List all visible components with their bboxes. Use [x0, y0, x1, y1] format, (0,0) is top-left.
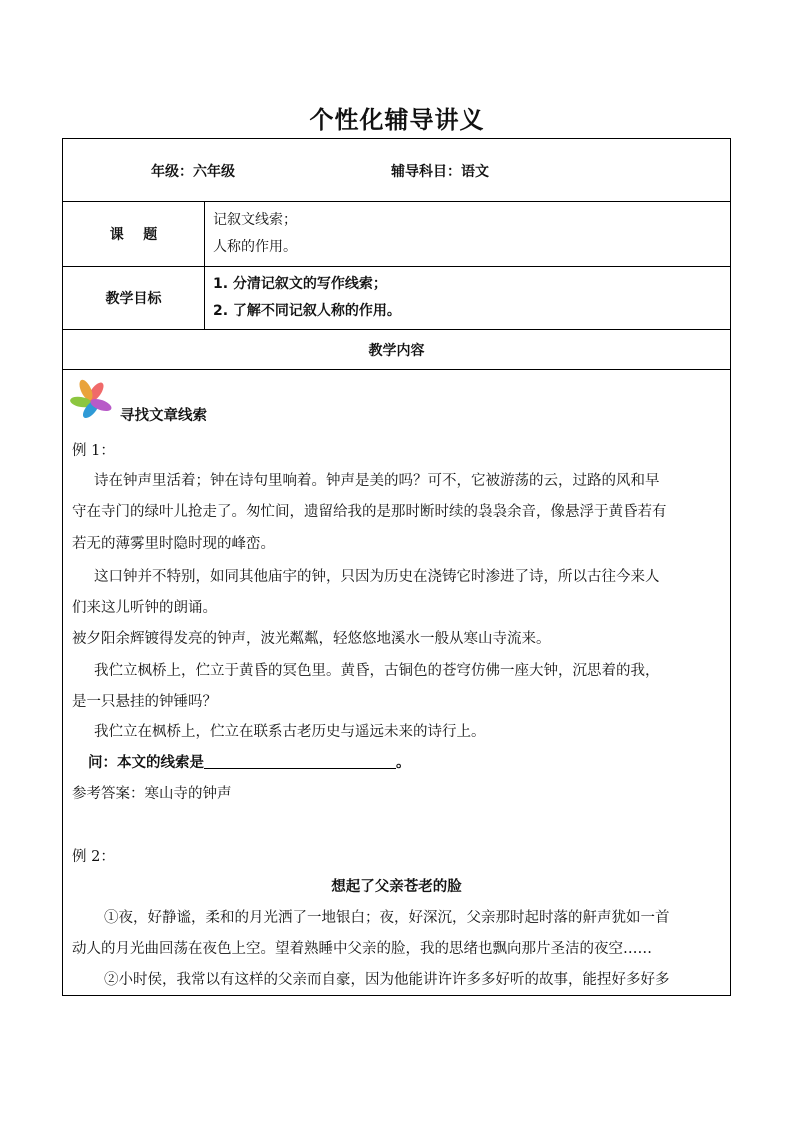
topic-row — [62, 201, 731, 267]
example1-paragraph-line: 诗在钟声里活着；钟在诗句里响着。钟声是美的吗？可不，它被游荡的云，过路的风和早 — [94, 473, 660, 489]
goals-label: 教学目标 — [63, 267, 205, 329]
example1-paragraph-line: 这口钟并不特别，如同其他庙宇的钟，只因为历史在浇铸它时渗进了诗，所以古往今来人 — [94, 569, 660, 585]
flower-petal-icon — [70, 378, 114, 422]
example2-label: 例 2： — [72, 849, 115, 865]
example1-paragraph-line: 守在寺门的绿叶儿抢走了。匆忙间，遗留给我的是那时断时续的袅袅余音，像悬浮于黄昏若有 — [72, 504, 667, 520]
question-end: 。 — [396, 755, 411, 771]
goals-row — [62, 266, 731, 330]
section-heading: 寻找文章线索 — [120, 408, 207, 424]
topic-body — [205, 202, 730, 266]
content-header-row — [62, 329, 731, 370]
example1-paragraph: 我伫立在枫桥上，伫立在联系古老历史与遥远未来的诗行上。 — [94, 724, 486, 740]
example2-paragraph: ②小时侯，我常以有这样的父亲而自豪，因为他能讲许许多多好听的故事，能捏好多好多 — [104, 972, 670, 988]
example1-label: 例 1： — [72, 443, 115, 459]
answer-blank[interactable] — [204, 754, 396, 769]
subject-label: 辅导科目：语文 — [391, 164, 489, 180]
reference-answer: 参考答案：寒山寺的钟声 — [72, 786, 232, 802]
goals-body — [205, 267, 730, 329]
page-title: 个性化辅导讲义 — [309, 106, 485, 134]
topic-label: 课 题 — [63, 202, 205, 266]
example1-paragraph-line: 我伫立枫桥上，伫立于黄昏的冥色里。黄昏，古铜色的苍穹仿佛一座大钟，沉思着的我， — [94, 663, 660, 679]
example1-paragraph-line: 是一只悬挂的钟锤吗？ — [72, 694, 217, 710]
example2-paragraph-line: ①夜，好静谧，柔和的月光洒了一地银白；夜，好深沉，父亲那时起时落的鼾声犹如一首 — [104, 910, 670, 926]
question-text: 问：本文的线索是 — [88, 755, 204, 771]
example1-paragraph-line: 若无的薄雾里时隐时现的峰峦。 — [72, 536, 275, 552]
goal-item: 1. 分清记叙文的写作线索； — [213, 276, 387, 292]
topic-line: 人称的作用。 — [213, 239, 297, 255]
goal-item: 2. 了解不同记叙人称的作用。 — [213, 303, 401, 319]
example1-paragraph-line: 们来这儿听钟的朗诵。 — [72, 600, 217, 616]
example2-paragraph-line: 动人的月光曲回荡在夜色上空。望着熟睡中父亲的脸，我的思绪也飘向那片圣洁的夜空…… — [72, 941, 652, 957]
info-row — [62, 138, 731, 202]
example2-title: 想起了父亲苍老的脸 — [331, 879, 462, 895]
example1-paragraph: 被夕阳余辉镀得发亮的钟声，波光粼粼，轻悠悠地溪水一般从寒山寺流来。 — [72, 631, 551, 647]
topic-line: 记叙文线索； — [213, 212, 297, 228]
question-line — [88, 751, 744, 772]
content-header: 教学内容 — [368, 343, 425, 359]
content-area — [62, 369, 731, 996]
grade-label: 年级：六年级 — [151, 164, 235, 180]
